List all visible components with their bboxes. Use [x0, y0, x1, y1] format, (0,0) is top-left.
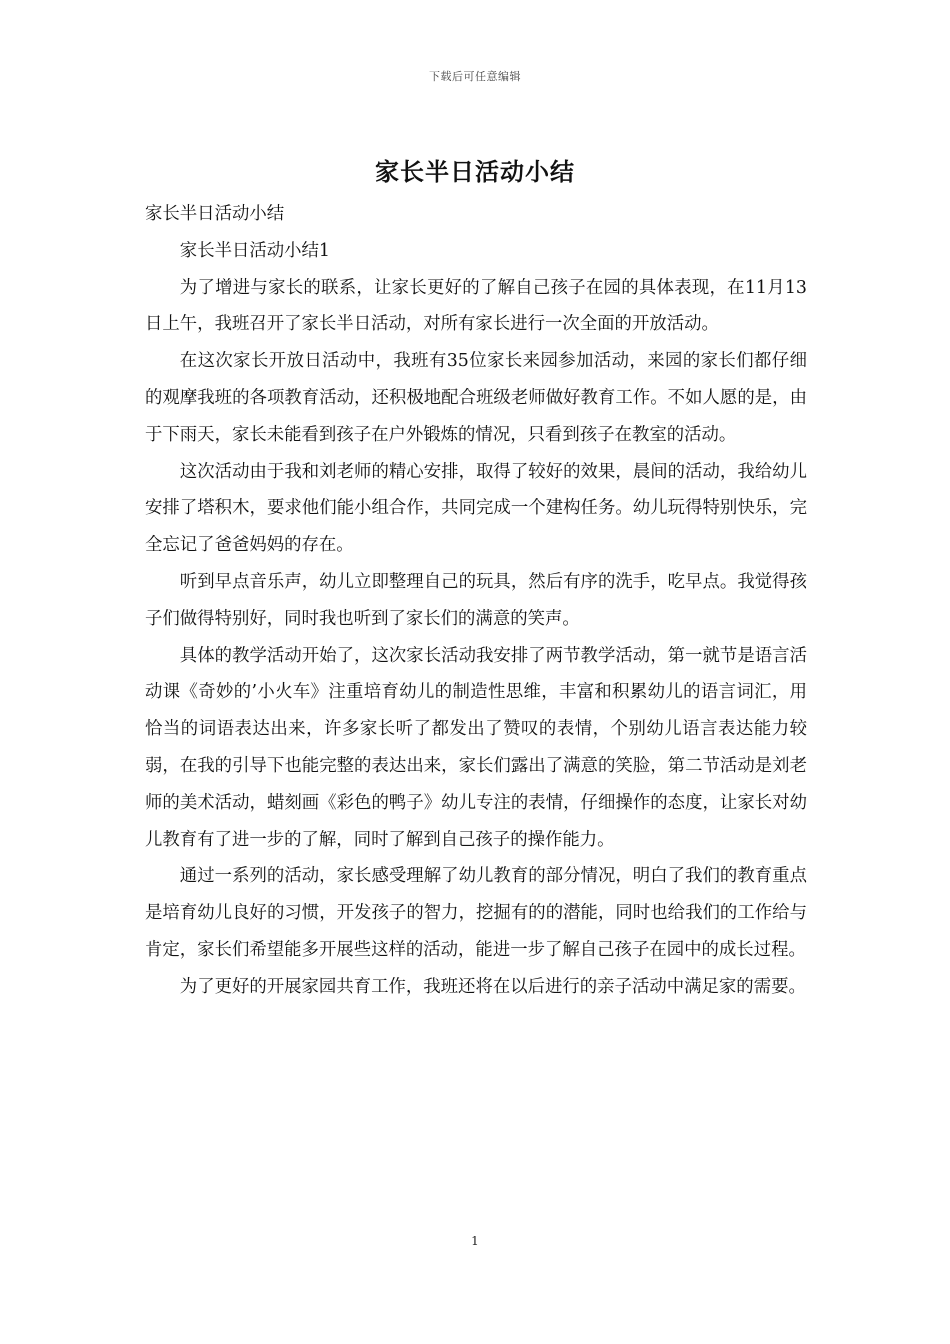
header-note: 下载后可任意编辑 — [429, 70, 521, 83]
paragraph: 这次活动由于我和刘老师的精心安排，取得了较好的效果，晨间的活动，我给幼儿安排了塔积木，要求他们能小组合作，共同完成一个建构任务。幼儿玩得特别快乐，完全忘记了爸爸妈妈的存在。 — [145, 461, 807, 556]
document-subtitle: 家长半日活动小结 — [145, 204, 285, 224]
document-body — [145, 196, 807, 1006]
paragraph: 在这次家长开放日活动中，我班有35位家长来园参加活动，来园的家长们都仔细的观摩我班的各项教育活动，还积极地配合班级老师做好教育工作。不如人愿的是，由于下雨天，家长未能看到孩子在户外锻炼的情况，只看到孩子在教室的活动。 — [145, 351, 807, 445]
page-number: 1 — [471, 1234, 479, 1248]
document-title: 家长半日活动小结 — [375, 157, 575, 186]
paragraph: 通过一系列的活动，家长感受理解了幼儿教育的部分情况，明白了我们的教育重点是培育幼儿良好的习惯，开发孩子的智力，挖掘有的的潜能，同时也给我们的工作给与肯定，家长们希望能多开展些这样的活动，能进一步了解自己孩子在园中的成长过程。 — [145, 866, 807, 960]
paragraph: 为了更好的开展家园共育工作，我班还将在以后进行的亲子活动中满足家的需要。 — [179, 976, 806, 997]
paragraph: 为了增进与家长的联系，让家长更好的了解自己孩子在园的具体表现，在11月13日上午，我班召开了家长半日活动，对所有家长进行一次全面的开放活动。 — [145, 277, 807, 335]
paragraph: 具体的教学活动开始了，这次家长活动我安排了两节教学活动，第一就节是语言活动课《奇妙的’小火车》注重培育幼儿的制造性思维，丰富和积累幼儿的语言词汇，用恰当的词语表达出来，许多家长听了都发出了赞叹的表情，个别幼儿语言表达能力较弱，在我的引导下也能完整的表达出来，家长们露出了满意的笑脸，第二节活动是刘老师的美术活动，蜡刻画《彩色的鸭子》幼儿专注的表情，仔细操作的态度，让家长对幼儿教育有了进一步的了解，同时了解到自己孩子的操作能力。 — [145, 645, 807, 850]
section-heading: 家长半日活动小结1 — [179, 240, 330, 261]
paragraph: 听到早点音乐声，幼儿立即整理自己的玩具，然后有序的洗手，吃早点。我觉得孩子们做得特别好，同时我也听到了家长们的满意的笑声。 — [145, 571, 807, 629]
